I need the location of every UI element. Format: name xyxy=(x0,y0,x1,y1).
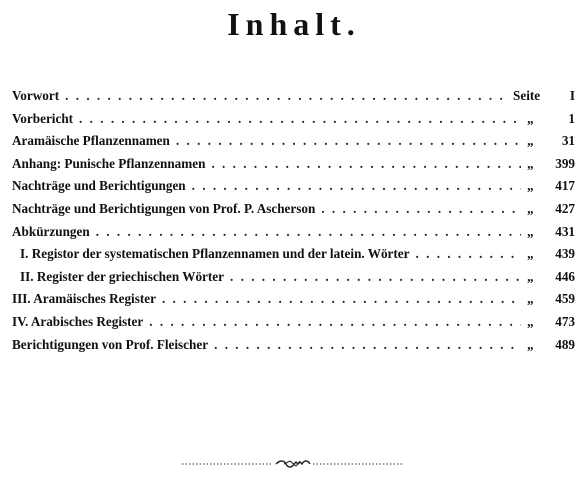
toc-page-prefix: „ xyxy=(527,313,534,329)
ornament-divider xyxy=(180,458,405,470)
toc-page-number: 417 xyxy=(555,178,575,194)
toc-entry-nachtraege xyxy=(12,178,575,201)
toc-page-prefix: „ xyxy=(527,336,534,352)
toc-page-prefix: „ xyxy=(527,133,534,149)
toc-page-prefix: „ xyxy=(527,223,534,239)
dot-leader xyxy=(162,291,521,307)
toc-entry-label: I. Registor der systematischen Pflanzennamen und der latein. Wörter xyxy=(20,246,410,262)
toc-entry-label: Vorwort xyxy=(12,88,60,103)
toc-entry-vorbericht xyxy=(12,111,575,134)
toc-entry-abkuerzungen xyxy=(12,224,575,247)
toc-entry-nachtraege-ascherson xyxy=(12,201,575,224)
dot-leader xyxy=(79,111,521,127)
dot-leader xyxy=(192,178,521,194)
page-title: Inhalt. xyxy=(227,6,361,42)
toc-entry-label: IV. Arabisches Register xyxy=(12,313,144,329)
dot-leader xyxy=(214,337,521,353)
dot-leader xyxy=(321,201,521,217)
table-of-contents xyxy=(12,88,575,359)
toc-entry-anhang xyxy=(12,156,575,179)
toc-entry-label: III. Aramäisches Register xyxy=(12,291,156,307)
toc-page-prefix: „ xyxy=(527,155,534,171)
toc-entry-register-1 xyxy=(12,246,575,269)
toc-entry-aramaeische-pflanzennamen xyxy=(12,133,575,156)
toc-entry-label: Nachträge und Berichtigungen von Prof. P. Ascherson xyxy=(12,200,316,216)
toc-page-number: 459 xyxy=(555,291,575,307)
toc-entry-label: Anhang: Punische Pflanzennamen xyxy=(12,155,206,171)
toc-page-number: 473 xyxy=(555,313,575,329)
toc-entry-register-3 xyxy=(12,291,575,314)
toc-entry-label: Aramäische Pflanzennamen xyxy=(12,133,170,149)
toc-page-number: 427 xyxy=(555,200,575,216)
dot-leader xyxy=(65,88,507,104)
toc-page-number: 399 xyxy=(555,155,575,171)
toc-entry-label: Berichtigungen von Prof. Fleischer xyxy=(12,336,209,352)
toc-page-number: 431 xyxy=(555,223,575,239)
dot-leader xyxy=(230,269,521,285)
toc-entry-label: Abkürzungen xyxy=(12,223,90,239)
toc-page-number: I xyxy=(569,88,575,103)
toc-page-number: 1 xyxy=(568,110,575,126)
toc-page-prefix: „ xyxy=(527,246,534,262)
dot-leader xyxy=(176,133,521,149)
dot-leader xyxy=(211,156,521,172)
toc-entry-label: Vorbericht xyxy=(12,110,74,126)
toc-entry-register-4 xyxy=(12,314,575,337)
dot-leader xyxy=(96,224,521,240)
toc-page-prefix: „ xyxy=(527,291,534,307)
toc-page-prefix: Seite xyxy=(513,88,541,103)
toc-entry-label: Nachträge und Berichtigungen xyxy=(12,178,186,194)
toc-page-prefix: „ xyxy=(527,178,534,194)
toc-entry-label: II. Register der griechischen Wörter xyxy=(20,268,224,284)
toc-entry-vorwort xyxy=(12,88,575,111)
toc-page-prefix: „ xyxy=(527,200,534,216)
ornament-icon xyxy=(180,458,405,470)
dot-leader xyxy=(416,246,522,262)
toc-page-prefix: „ xyxy=(527,110,534,126)
toc-entry-register-2 xyxy=(12,269,575,292)
toc-page-number: 31 xyxy=(561,133,575,149)
toc-page-number: 439 xyxy=(555,246,575,262)
toc-page-number: 489 xyxy=(555,336,575,352)
toc-page-number: 446 xyxy=(555,268,575,284)
dot-leader xyxy=(149,314,521,330)
toc-entry-berichtigungen-fleischer xyxy=(12,337,575,360)
toc-page-prefix: „ xyxy=(527,268,534,284)
